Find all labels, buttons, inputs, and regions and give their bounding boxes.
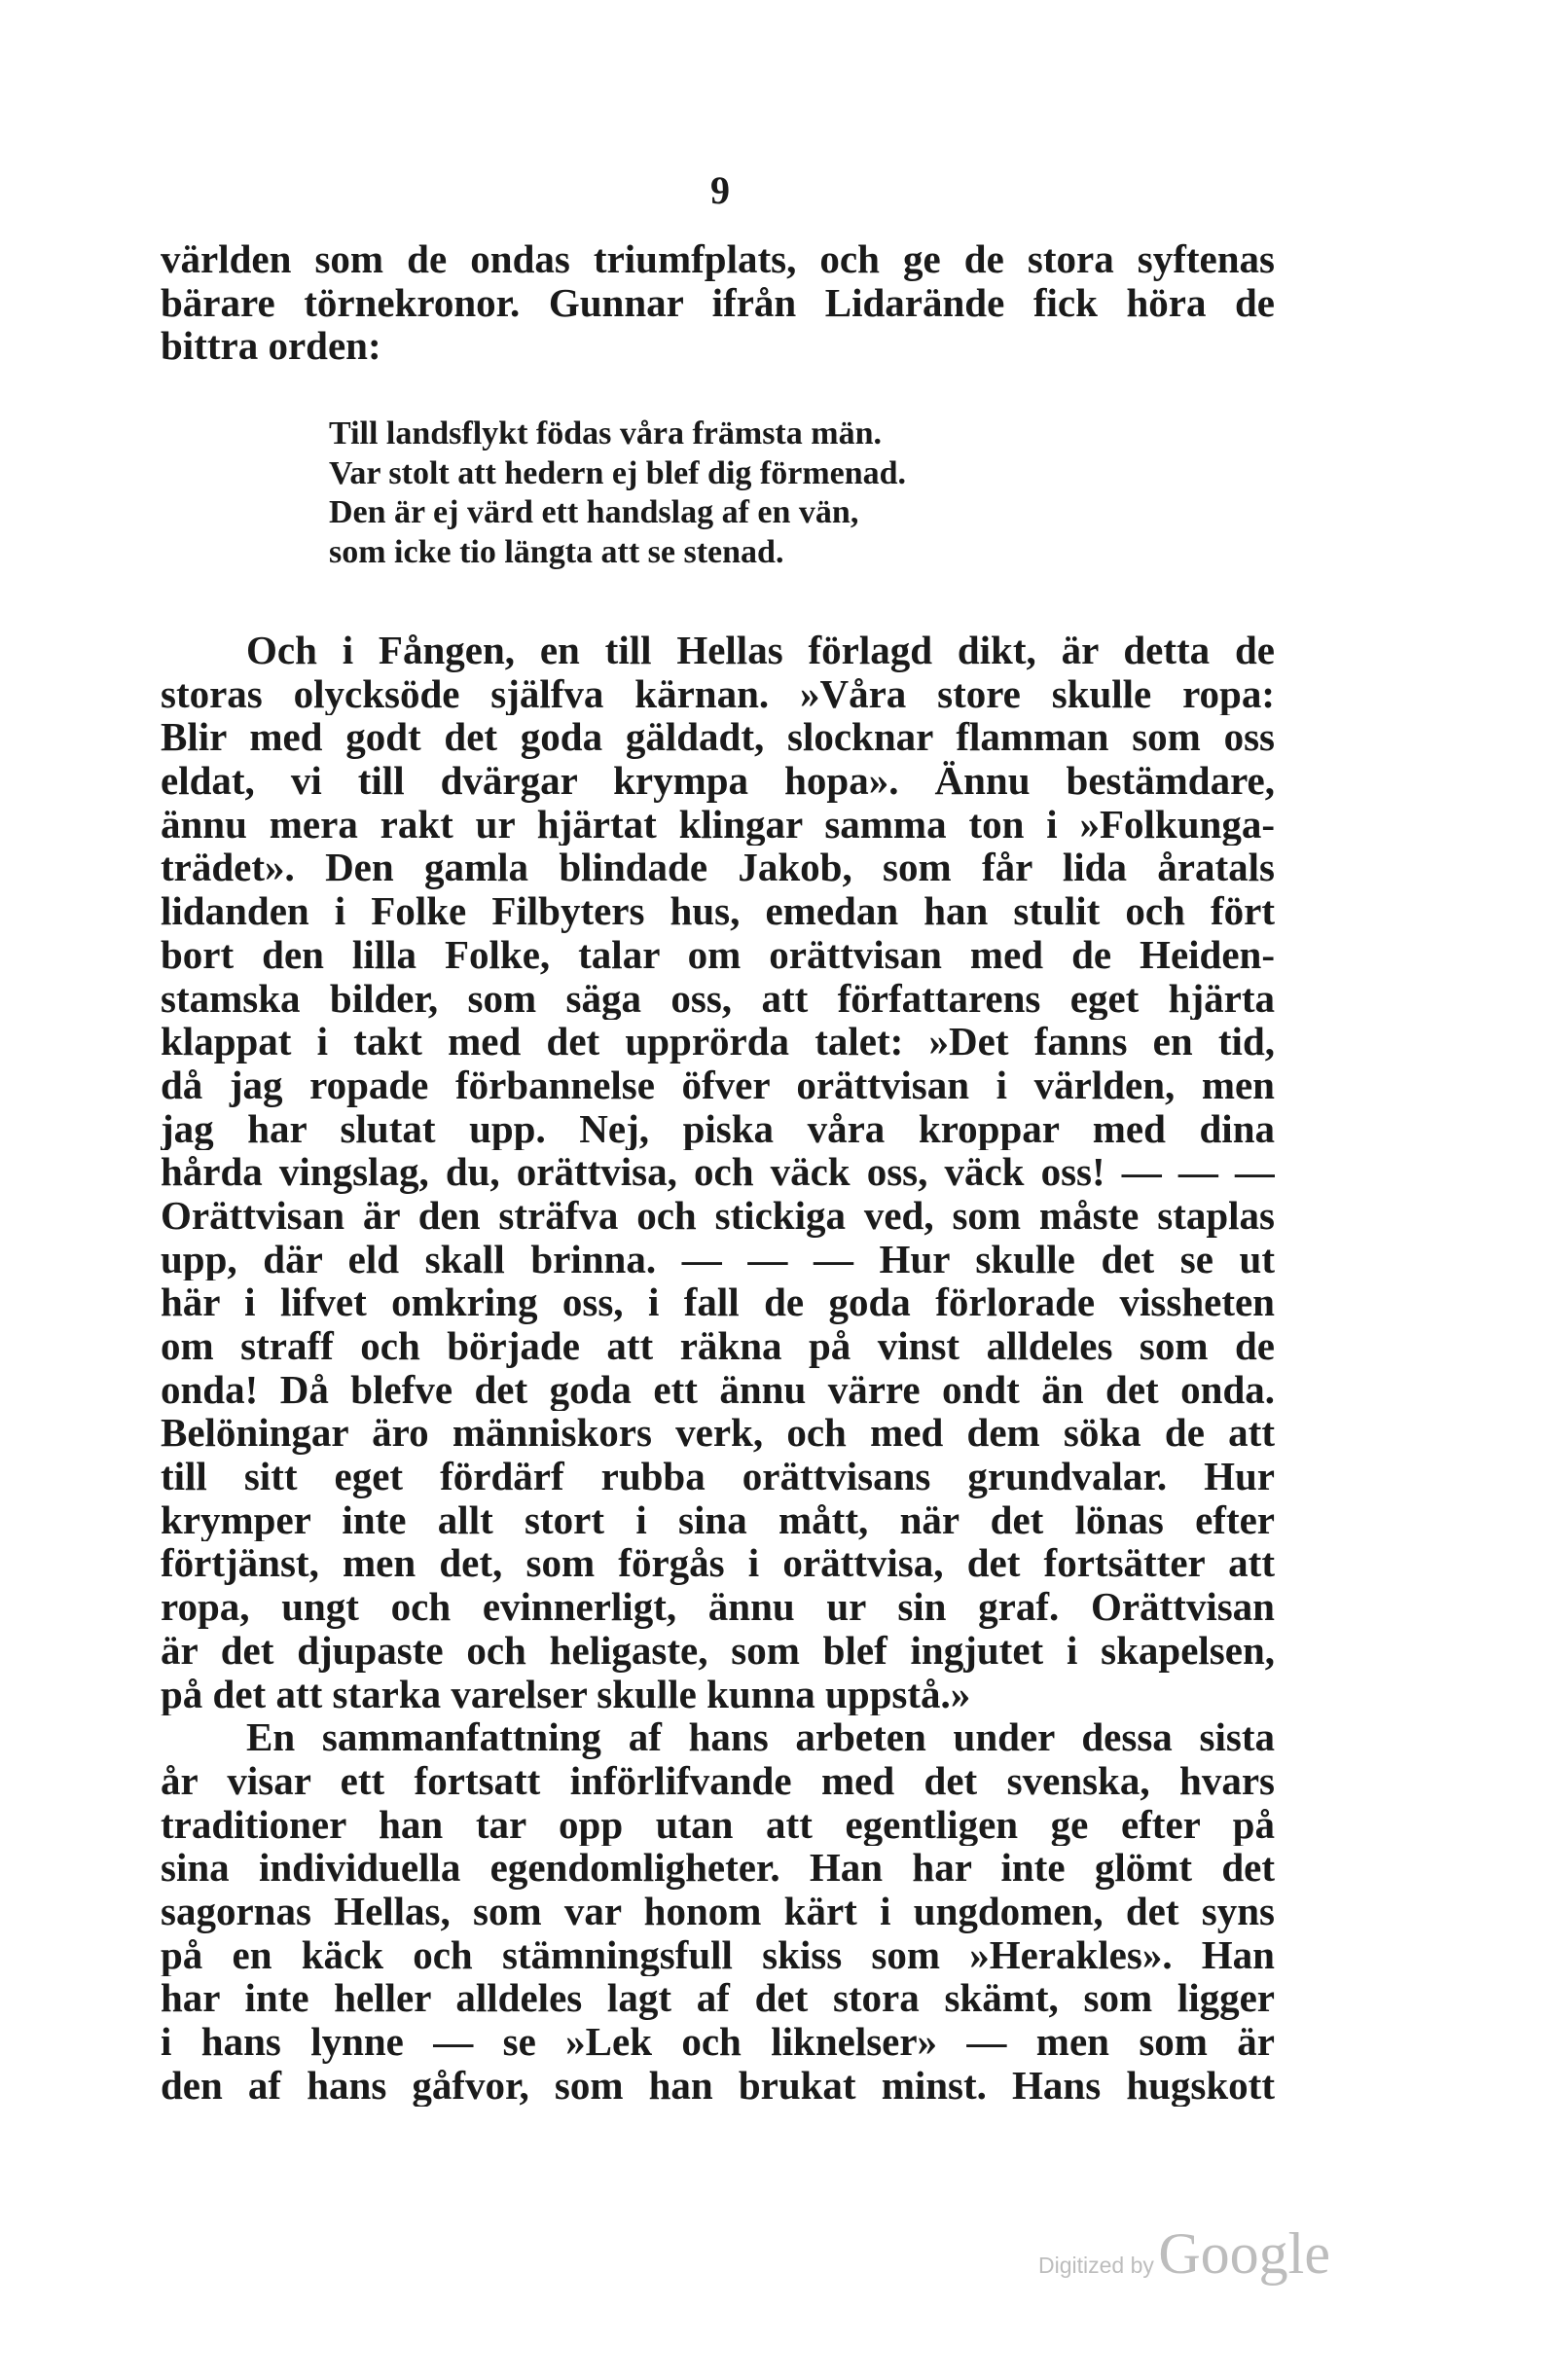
poem-line: Till landsflykt födas våra främsta män. <box>329 415 882 451</box>
text-line: på det att starka varelser skulle kunna uppstå.» <box>161 1672 971 1716</box>
text-line: ännu mera rakt ur hjärtat klingar samma ton i »Folkunga- <box>161 802 1275 847</box>
text-line: trädet». Den gamla blindade Jakob, som får lida åratals <box>161 846 1275 890</box>
poem-line: Var stolt att hedern ej blef dig förmenad. <box>329 454 907 491</box>
text-line: En sammanfattning af hans arbeten under dessa sista <box>246 1715 1275 1759</box>
text-line: bittra orden: <box>161 324 381 369</box>
poem-line: Den är ej värd ett handslag af en vän, <box>329 494 859 530</box>
text-line: lidanden i Folke Filbyters hus, emedan han stulit och fört <box>161 889 1275 933</box>
text-line: Blir med godt det goda gäldadt, slocknar flamman som oss <box>161 715 1275 760</box>
text-line: sina individuella egendomligheter. Han har inte glömt det <box>161 1846 1275 1890</box>
text-line: traditioner han tar opp utan att egentligen ge efter på <box>161 1802 1275 1847</box>
text-line: har inte heller alldeles lagt af det stora skämt, som ligger <box>161 1976 1275 2020</box>
text-line: krymper inte allt stort i sina mått, när det lönas efter <box>161 1497 1275 1542</box>
text-line: om straff och började att räkna på vinst alldeles som de <box>161 1324 1275 1368</box>
text-line: upp, där eld skall brinna. — — — Hur skulle det se ut <box>161 1237 1275 1281</box>
text-line: här i lifvet omkring oss, i fall de goda förlorade vissheten <box>161 1280 1275 1324</box>
text-line: är det djupaste och heligaste, som blef ingjutet i skapelsen, <box>161 1628 1275 1673</box>
text-line: Belöningar äro människors verk, och med dem söka de att <box>161 1411 1275 1456</box>
text-line: bärare törnekronor. Gunnar ifrån Lidarände fick höra de <box>161 280 1275 325</box>
text-line: den af hans gåfvor, som han brukat minst. Hans hugskott <box>161 2063 1275 2108</box>
text-line: storas olycksöde själfva kärnan. »Våra store skulle ropa: <box>161 671 1275 716</box>
text-line: år visar ett fortsatt införlifvande med det svenska, hvars <box>161 1758 1275 1803</box>
text-line: klappat i takt med det upprörda talet: »Det fanns en tid, <box>161 1020 1275 1064</box>
poem-quote <box>329 415 1205 572</box>
text-line: Och i Fången, en till Hellas förlagd dikt, är detta de <box>246 629 1275 672</box>
text-line: Orättvisan är den sträfva och stickiga ved, som måste staplas <box>161 1193 1275 1238</box>
text-line: då jag ropade förbannelse öfver orättvisan i världen, men <box>161 1063 1275 1107</box>
text-line: i hans lynne — se »Lek och liknelser» — men som är <box>161 2020 1275 2064</box>
text-line: till sitt eget fördärf rubba orättvisans grundvalar. Hur <box>161 1455 1275 1498</box>
text-line: på en käck och stämningsfull skiss som »Herakles». Han <box>161 1932 1275 1977</box>
page-number: 9 <box>710 168 730 212</box>
digitized-by-google-watermark <box>1038 2220 1359 2286</box>
text-line: stamska bilder, som säga oss, att författarens eget hjärta <box>161 976 1275 1021</box>
text-line: hårda vingslag, du, orättvisa, och väck oss, väck oss! — — — <box>161 1150 1275 1194</box>
text-line: sagornas Hellas, som var honom kärt i ungdomen, det syns <box>161 1889 1275 1933</box>
main-text <box>161 629 1275 2107</box>
google-logo-text: Google <box>1158 2221 1330 2286</box>
text-line: onda! Då blefve det goda ett ännu värre ondt än det onda. <box>161 1367 1275 1412</box>
text-line: bort den lilla Folke, talar om orättvisan med de Heiden- <box>161 932 1275 977</box>
text-line: förtjänst, men det, som förgås i orättvisa, det fortsätter att <box>161 1541 1275 1586</box>
digitized-by-label: Digitized by <box>1038 2253 1154 2278</box>
text-line: ropa, ungt och evinnerligt, ännu ur sin graf. Orättvisan <box>161 1585 1275 1629</box>
text-line: jag har slutat upp. Nej, piska våra kroppar med dina <box>161 1106 1275 1151</box>
text-line: världen som de ondas triumfplats, och ge de stora syftenas <box>161 237 1275 281</box>
text-line: eldat, vi till dvärgar krympa hopa». Ännu bestämdare, <box>161 759 1275 803</box>
poem-line: som icke tio längta att se stenad. <box>329 533 784 570</box>
intro-paragraph <box>161 237 1275 368</box>
